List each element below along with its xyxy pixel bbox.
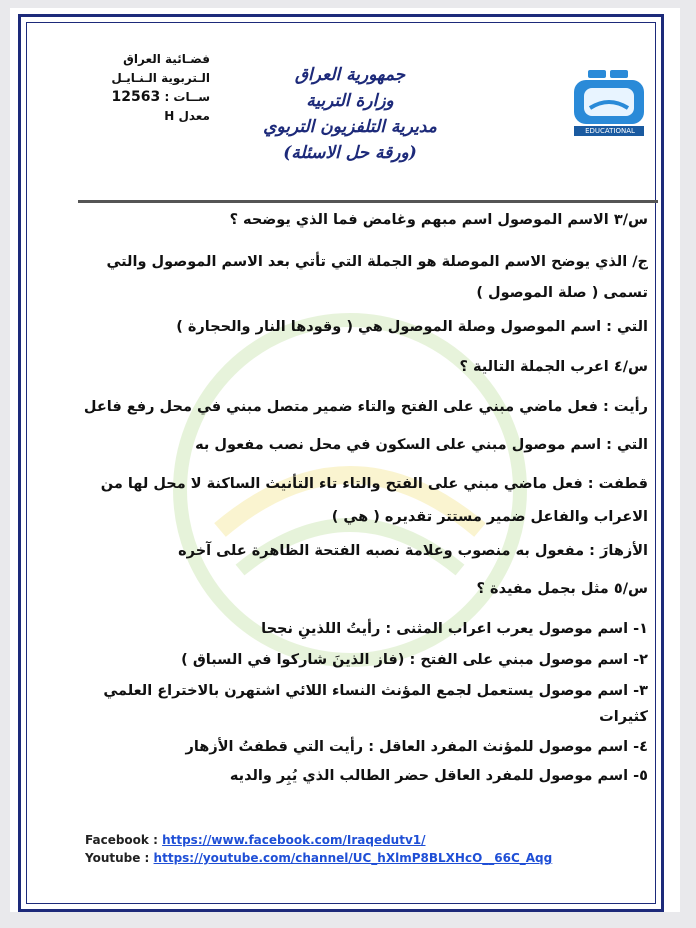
parse-qataft-line-1: قطفت : فعل ماضي مبني على الفتح والتاء تاء التأنيث الساكنة لا محل لها من <box>100 476 648 492</box>
header-ministry: وزارة التربية <box>306 91 394 111</box>
example-2: ٢- اسم موصول مبني على الفتح : (فاز الذينَ شاركوا في السباق ) <box>181 652 648 668</box>
question-3: س/٣ الاسم الموصول اسم مبهم وغامض فما الذي يوضحه ؟ <box>229 212 648 228</box>
channel-line-1: فضـائية العراق <box>123 52 210 66</box>
header-sheet-title: (ورقة حل الاسئلة) <box>283 143 417 163</box>
channel-line-2: الـتربوية الـنـايـل <box>111 71 210 85</box>
header-republic: جمهورية العراق <box>294 65 406 85</box>
example-4: ٤- اسم موصول للمؤنث المفرد العاقل : رأيت التي قطفتُ الأزهار <box>185 739 648 755</box>
example-3-line-2: كثيرات <box>599 709 648 725</box>
channel-frequency: 12563 <box>111 89 161 105</box>
parse-raayt: رأيت : فعل ماضي مبني على الفتح والتاء ضمير متصل مبني في محل رفع فاعل <box>83 399 648 415</box>
answer-3-line-3: التي : اسم الموصول وصلة الموصول هي ( وقودها النار والحجارة ) <box>176 319 648 335</box>
facebook-link[interactable]: https://www.facebook.com/Iraqedutv1/ <box>162 833 426 847</box>
youtube-link[interactable]: https://youtube.com/channel/UC_hXlmP8BLXHcO__66C_Aqg <box>153 851 553 865</box>
channel-frequency-label: ســات : <box>164 90 210 104</box>
example-3-line-1: ٣- اسم موصول يستعمل لجمع المؤنث النساء اللائي اشتهرن بالاختراع العلمي <box>103 683 648 699</box>
header-divider <box>78 200 658 203</box>
parse-allati: التي : اسم موصول مبني على السكون في محل نصب مفعول به <box>195 437 648 453</box>
channel-info <box>60 50 210 115</box>
channel-line-3 <box>60 88 210 107</box>
header-directorate: مديرية التلفزيون التربوي <box>263 117 437 137</box>
footer-youtube <box>85 851 552 865</box>
header-titles <box>230 62 470 166</box>
educational-tv-logo <box>570 70 650 140</box>
channel-line-4 <box>60 107 210 115</box>
answer-3-line-1: ج/ الذي يوضح الاسم الموصلة هو الجملة التي تأتي بعد الاسم الموصول والتي <box>106 254 648 270</box>
logo-caption: EDUCATIONAL <box>585 127 635 135</box>
example-1: ١- اسم موصول يعرب اعراب المثنى : رأيتُ اللذينِ نجحا <box>261 621 648 637</box>
parse-qataft-line-2: الاعراب والفاعل ضمير مستتر تقديره ( هي ) <box>331 509 648 525</box>
facebook-label: Facebook : <box>85 833 158 847</box>
example-5: ٥- اسم موصول للمفرد العاقل حضر الطالب الذي يُبِر والديه <box>229 768 648 784</box>
answer-3-line-2: تسمى ( صلة الموصول ) <box>476 285 648 301</box>
parse-alazhar: الأزهارَ : مفعول به منصوب وعلامة نصبه الفتحة الظاهرة على آخره <box>178 543 648 559</box>
footer-facebook <box>85 833 426 847</box>
question-5: س/٥ مثل بجمل مفيدة ؟ <box>476 581 648 597</box>
youtube-label: Youtube : <box>85 851 150 865</box>
question-4: س/٤ اعرب الجملة التالية ؟ <box>459 359 648 375</box>
